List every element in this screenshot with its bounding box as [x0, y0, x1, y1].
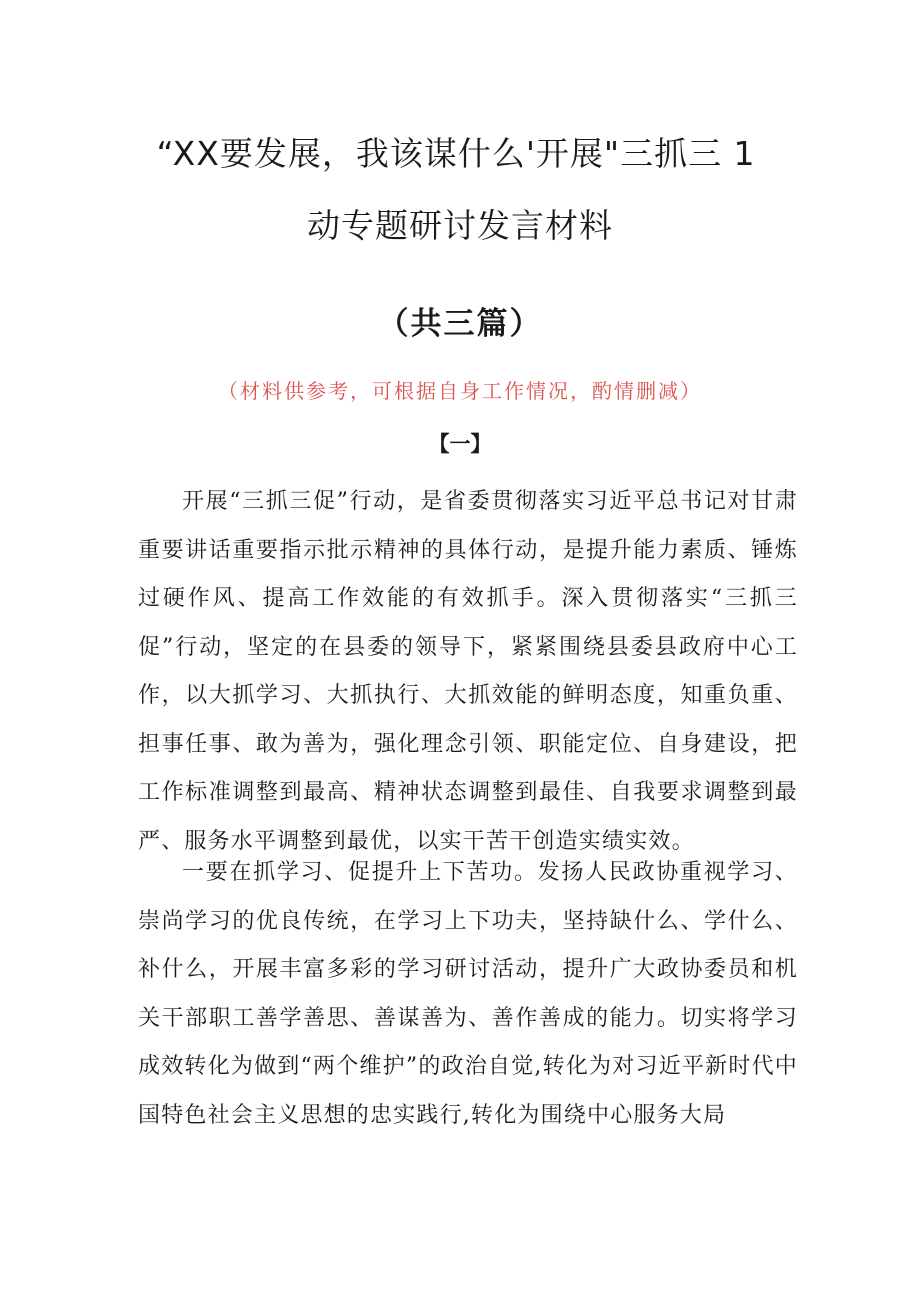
body-paragraph-2: 一要在抓学习、促提升上下苦功。发扬人民政协重视学习、崇尚学习的优良传统，在学习上下功夫，坚持缺什么、学什么、补什么，开展丰富多彩的学习研讨活动，提升广大政协委员和机关干部职工善学善思、善谋善为、善作善成的能力。切实将学习成效转化为做到“两个维护”的政治自觉,转化为对习近平新时代中国特色社会主义思想的忠实践行,转化为围绕中心服务大局 — [138, 860, 798, 1128]
reference-note: （材料供参考，可根据自身工作情况，酌情删减） — [218, 379, 702, 403]
document-subtitle: （共三篇） — [377, 306, 543, 342]
document-title-line-1: “XX要发展，我该谋什么'开展"三抓三 1 — [156, 134, 756, 173]
document-title-line-2: 动专题研讨发言材料 — [307, 206, 613, 245]
body-paragraph-1: 开展“三抓三促”行动，是省委贯彻落实习近平总书记对甘肃重要讲话重要指示批示精神的具体行动，是提升能力素质、锤炼过硬作风、提高工作效能的有效抓手。深入贯彻落实“三抓三促”行动，坚定的在县委的领导下，紧紧围绕县委县政府中心工作，以大抓学习、大抓执行、大抓效能的鲜明态度，知重负重、担事任事、敢为善为，强化理念引领、职能定位、自身建设，把工作标准调整到最高、精神状态调整到最佳、自我要求调整到最严、服务水平调整到最优，以实干苦干创造实绩实效。 — [138, 489, 798, 854]
section-marker: 【一】 — [428, 432, 492, 456]
